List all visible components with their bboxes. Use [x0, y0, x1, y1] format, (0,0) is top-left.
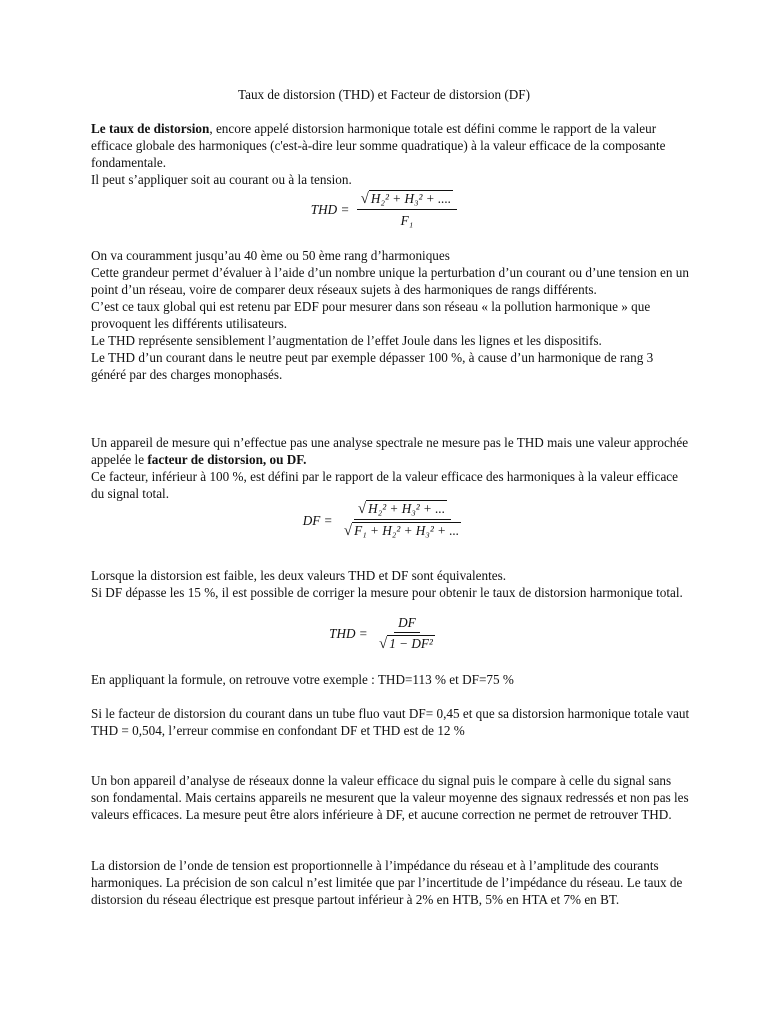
- text-line: Si DF dépasse les 15 %, il est possible de corriger la mesure pour obtenir le taux de distorsion harmonique total.: [91, 585, 683, 600]
- formula-thd-from-df-label: THD =: [329, 626, 368, 641]
- paragraph-analyseur: Un bon appareil d’analyse de réseaux donne la valeur efficace du signal puis le compare à celle du signal sans son fondamental. Mais certains appareils ne mesurent que la valeur moyenne des signaux redressés et non pas les valeurs efficaces. La mesure peut être alors inférieure à DF, et aucune correction ne permet de retrouver THD.: [91, 773, 689, 822]
- term-facteur-de-distorsion: facteur de distorsion, ou DF.: [147, 452, 307, 467]
- df-intro-text: Un appareil de mesure qui n’effectue pas une analyse spectrale ne mesure pas le THD mais une valeur approchée appelée le: [91, 435, 689, 467]
- paragraph-df-definition: [91, 434, 691, 502]
- formula-df-label: DF =: [302, 512, 333, 528]
- formula-df: [0, 500, 768, 540]
- formula-df-denominator: F₁ + H₂² + H₃² + ...: [354, 523, 460, 538]
- formula-thd: [0, 190, 768, 229]
- paragraph-thd-df-equivalence: [91, 567, 691, 601]
- paragraph-example: En appliquant la formule, on retrouve votre exemple : THD=113 % et DF=75 %: [91, 672, 514, 687]
- text-line: Le THD d’un courant dans le neutre peut par exemple dépasser 100 %, à cause d’un harmonique de rang 3 généré par des charges monophasés.: [91, 350, 654, 382]
- df-definition-text: Ce facteur, inférieur à 100 %, est défini par le rapport de la valeur efficace des harmoniques à la valeur efficace du signal total.: [91, 469, 678, 501]
- sqrt-symbol: √: [343, 523, 353, 539]
- thd-definition-text: , encore appelé distorsion harmonique totale est défini comme le rapport de la valeur efficace globale des harmoniques (c'est-à-dire leur somme quadratique) à la valeur efficace de la composante fondamentale.: [91, 121, 666, 170]
- text-line: Cette grandeur permet d’évaluer à l’aide d’un nombre unique la perturbation d’un courant ou d’une tension en un point d’un réseau, voire de comparer deux réseaux sujets à des harmoniques de rangs différents.: [91, 265, 689, 297]
- paragraph-thd-definition: [91, 120, 691, 188]
- sqrt-symbol: √: [379, 636, 388, 652]
- paragraph-tube-fluo: Si le facteur de distorsion du courant dans un tube fluo vaut DF= 0,45 et que sa distorsion harmonique totale vaut THD = 0,504, l’erreur commise en confondant DF et THD est de 12 %: [91, 706, 690, 738]
- paragraph-thd-usage: [91, 247, 691, 383]
- formula-thd-from-df-numerator: DF: [394, 614, 420, 633]
- paragraph-tension: La distorsion de l’onde de tension est proportionnelle à l’impédance du réseau et à l’amplitude des courants harmoniques. La précision de son calcul n’est limitée que par l’incertitude de l’impédance du réseau. Le taux de distorsion du réseau électrique est presque partout inférieur à 2% en HTB, 5% en HTA et 7% en BT.: [91, 858, 683, 907]
- text-line: C’est ce taux global qui est retenu par EDF pour mesurer dans son réseau « la pollution harmonique » que provoquent les différents utilisateurs.: [91, 299, 651, 331]
- text-line: Lorsque la distorsion est faible, les deux valeurs THD et DF sont équivalentes.: [91, 568, 507, 583]
- text-line: On va couramment jusqu’au 40 ème ou 50 ème rang d’harmoniques: [91, 248, 450, 263]
- formula-thd-numerator: H₂² + H₃² + ....: [370, 191, 452, 206]
- formula-thd-denominator: F₁: [400, 213, 414, 228]
- sqrt-symbol: √: [360, 191, 369, 207]
- term-taux-de-distorsion: Le taux de distorsion: [91, 121, 210, 136]
- formula-thd-from-df: [0, 614, 768, 653]
- formula-thd-from-df-denominator: 1 − DF²: [389, 636, 433, 651]
- formula-df-numerator: H₂² + H₃² + ...: [368, 501, 446, 516]
- formula-thd-label: THD =: [310, 202, 350, 217]
- sqrt-symbol: √: [357, 501, 367, 517]
- thd-application-text: Il peut s’appliquer soit au courant ou à la tension.: [91, 172, 352, 187]
- text-line: Le THD représente sensiblement l’augmentation de l’effet Joule dans les lignes et les dispositifs.: [91, 333, 602, 348]
- document-title: Taux de distorsion (THD) et Facteur de distorsion (DF): [237, 87, 531, 102]
